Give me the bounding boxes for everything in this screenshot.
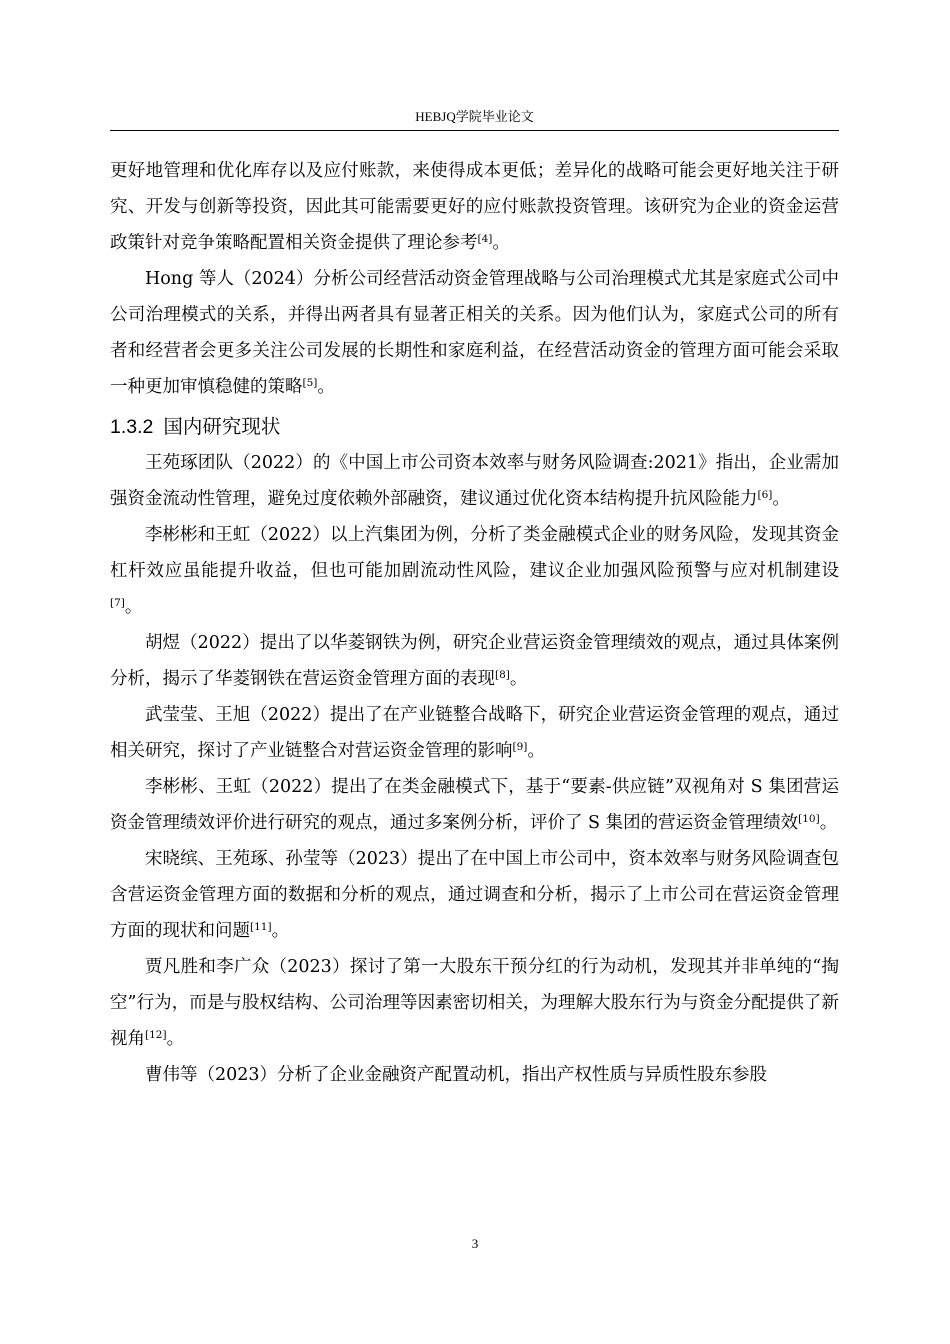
paragraph: 李彬彬、王虹（2022）提出了在类金融模式下，基于“要素-供应链”双视角对 S 集团营运资金管理绩效评价进行研究的观点，通过多案例分析，评价了 S 集团的营运资金管理绩效[10]。: [110, 777, 839, 833]
paragraph: 更好地管理和优化库存以及应付账款，来使得成本更低；差异化的战略可能会更好地关注于研究、开发与创新等投资，因此其可能需要更好的应付账款投资管理。该研究为企业的资金运营政策针对竞争策略配置相关资金提供了理论参考[4]。: [110, 161, 839, 253]
page-number: 3: [471, 1236, 479, 1251]
page-header: HEBJQ学院毕业论文: [415, 109, 534, 124]
citation[interactable]: [6]: [757, 489, 773, 501]
citation[interactable]: [7]: [110, 597, 125, 609]
paragraph: 胡煜（2022）提出了以华菱钢铁为例，研究企业营运资金管理绩效的观点，通过具体案例分析，揭示了华菱钢铁在营运资金管理方面的表现[8]。: [110, 633, 839, 689]
paragraph: 李彬彬和王虹（2022）以上汽集团为例，分析了类金融模式企业的财务风险，发现其资金杠杆效应虽能提升收益，但也可能加剧流动性风险，建议企业加强风险预警与应对机制建设[7]。: [110, 525, 839, 617]
paragraph: 武莹莹、王旭（2022）提出了在产业链整合战略下，研究企业营运资金管理的观点，通过相关研究，探讨了产业链整合对营运资金管理的影响[9]。: [110, 705, 839, 761]
citation[interactable]: [11]: [250, 921, 272, 933]
header-divider: [110, 130, 839, 131]
section-heading: [110, 409, 839, 445]
paragraph: 曹伟等（2023）分析了企业金融资产配置动机，指出产权性质与异质性股东参股: [145, 1065, 768, 1085]
section-title: 国内研究现状: [163, 415, 281, 438]
citation[interactable]: [8]: [495, 669, 510, 681]
citation[interactable]: [9]: [512, 741, 528, 753]
paragraph: 王苑琢团队（2022）的《中国上市公司资本效率与财务风险调查:2021》指出，企业需加强资金流动性管理，避免过度依赖外部融资，建议通过优化资本结构提升抗风险能力[6]。: [110, 453, 839, 509]
paragraph: 宋晓缤、王苑琢、孙莹等（2023）提出了在中国上市公司中，资本效率与财务风险调查包含营运资金管理方面的数据和分析的观点，通过调查和分析，揭示了上市公司在营运资金管理方面的现状和问题[11]。: [110, 849, 839, 941]
document-body: [110, 153, 839, 1093]
paragraph: Hong 等人（2024）分析公司经营活动资金管理战略与公司治理模式尤其是家庭式公司中公司治理模式的关系，并得出两者具有显著正相关的关系。因为他们认为，家庭式公司的所有者和经营者会更多关注公司发展的长期性和家庭利益，在经营活动资金的管理方面可能会采取一种更加审慎稳健的策略[5]。: [110, 269, 839, 397]
citation[interactable]: [4]: [477, 233, 493, 245]
paragraph: 贾凡胜和李广众（2023）探讨了第一大股东干预分红的行为动机，发现其并非单纯的“掏空”行为，而是与股权结构、公司治理等因素密切相关，为理解大股东行为与资金分配提供了新视角[12]。: [110, 957, 839, 1049]
citation[interactable]: [10]: [798, 813, 820, 825]
citation[interactable]: [12]: [145, 1029, 167, 1041]
section-number: 1.3.2: [110, 416, 154, 438]
citation[interactable]: [5]: [302, 377, 318, 389]
